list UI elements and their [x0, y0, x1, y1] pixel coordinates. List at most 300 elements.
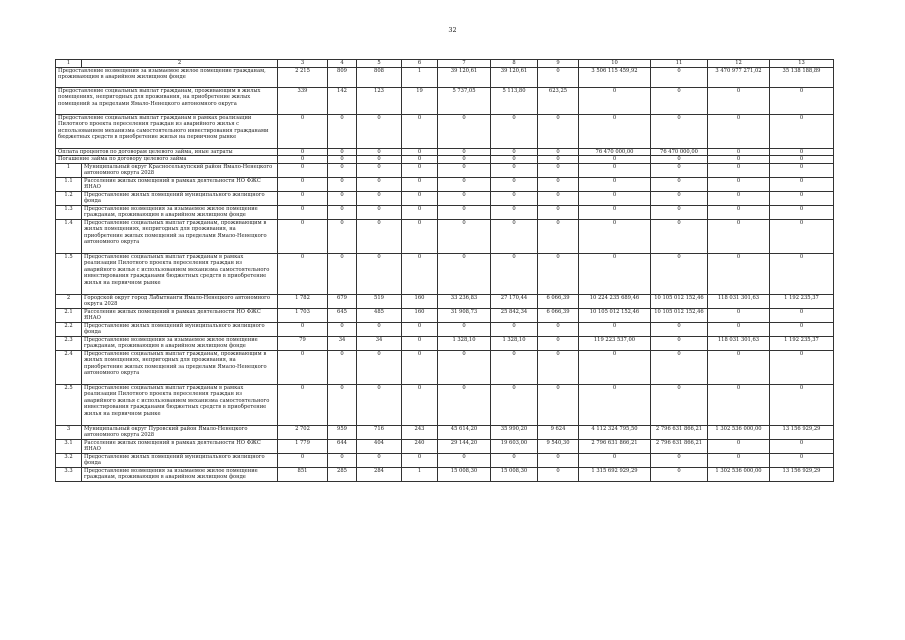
value-cell-col-10: 10 105 012 152,46 [579, 308, 651, 322]
value-cell-col-10: 0 [579, 453, 651, 467]
value-cell-col-11: 10 105 012 152,46 [651, 294, 708, 308]
value-cell-col-3: 0 [278, 384, 328, 425]
value-cell-col-9: 0 [538, 177, 579, 191]
value-cell-col-4: 0 [328, 205, 357, 219]
row-number: 1.3 [56, 205, 82, 219]
value-cell-col-9: 623,25 [538, 87, 579, 114]
value-cell-col-13: 0 [770, 322, 834, 336]
value-cell-col-12: 0 [708, 87, 770, 114]
row-name: Предоставление социальных выплат гражданам в рамках реализации Пилотного проекта переселения граждан из аварийного жилья с использованием механизма самостоятельного инвестирования гражданами бюджетных средств в приобретение жилья на первичном рынке [82, 384, 278, 425]
value-cell-col-12: 0 [708, 308, 770, 322]
value-cell-col-3: 1 703 [278, 308, 328, 322]
table-row [56, 253, 834, 294]
table-row [56, 294, 834, 308]
value-cell-col-4: 0 [328, 177, 357, 191]
value-cell-col-10: 3 506 115 459,92 [579, 67, 651, 87]
value-cell-col-7: 0 [438, 177, 491, 191]
value-cell-col-8: 0 [491, 114, 538, 148]
column-number: 6 [402, 60, 438, 68]
value-cell-col-3: 79 [278, 336, 328, 350]
value-cell-col-9: 0 [538, 114, 579, 148]
row-number: 1.5 [56, 253, 82, 294]
row-number: 2.3 [56, 336, 82, 350]
value-cell-col-13: 0 [770, 114, 834, 148]
value-cell-col-6: 0 [402, 191, 438, 205]
table-row [56, 205, 834, 219]
table-row [56, 156, 834, 164]
value-cell-col-7: 0 [438, 253, 491, 294]
value-cell-col-12: 0 [708, 191, 770, 205]
value-cell-col-4: 809 [328, 67, 357, 87]
value-cell-col-8: 0 [491, 205, 538, 219]
table-row [56, 322, 834, 336]
value-cell-col-8: 0 [491, 453, 538, 467]
value-cell-col-10: 0 [579, 384, 651, 425]
row-name: Расселение жилых помещений в рамках деятельности НО ФЖС ЯНАО [82, 177, 278, 191]
value-cell-col-7: 45 614,20 [438, 425, 491, 439]
row-name: Предоставление жилых помещений муниципального жилищного фонда [82, 191, 278, 205]
value-cell-col-3: 339 [278, 87, 328, 114]
value-cell-col-3: 0 [278, 453, 328, 467]
value-cell-col-5: 0 [357, 453, 402, 467]
value-cell-col-8: 0 [491, 156, 538, 164]
value-cell-col-4: 0 [328, 163, 357, 177]
value-cell-col-10: 2 796 631 866,21 [579, 439, 651, 453]
value-cell-col-3: 2 215 [278, 67, 328, 87]
value-cell-col-11: 10 105 012 152,46 [651, 308, 708, 322]
value-cell-col-11: 0 [651, 114, 708, 148]
value-cell-col-10: 4 112 324 795,50 [579, 425, 651, 439]
value-cell-col-6: 0 [402, 253, 438, 294]
value-cell-col-7: 39 120,61 [438, 67, 491, 87]
value-cell-col-8: 0 [491, 191, 538, 205]
value-cell-col-13: 35 138 188,89 [770, 67, 834, 87]
table-row [56, 384, 834, 425]
row-name: Предоставление социальных выплат гражданам, проживающим в жилых помещениях, непригодных для проживания, на приобретение жилых помещений за пределами Ямало-Ненецкого автономного округа [56, 87, 278, 114]
table-row [56, 308, 834, 322]
value-cell-col-11: 0 [651, 336, 708, 350]
value-cell-col-6: 0 [402, 350, 438, 384]
value-cell-col-9: 0 [538, 67, 579, 87]
table-row [56, 336, 834, 350]
value-cell-col-8: 25 842,34 [491, 308, 538, 322]
row-name: Предоставление возмещения за изымаемое жилое помещение гражданам, проживающим в аварийном жилищном фонде [82, 336, 278, 350]
row-name: Предоставление социальных выплат гражданам, проживающим в жилых помещениях, непригодных для проживания, на приобретение жилых помещений за пределами Ямало-Ненецкого автономного округа [82, 219, 278, 253]
row-name: Расселение жилых помещений в рамках деятельности НО ФЖС ЯНАО [82, 308, 278, 322]
value-cell-col-3: 1 779 [278, 439, 328, 453]
table-row [56, 191, 834, 205]
value-cell-col-4: 285 [328, 467, 357, 481]
value-cell-col-10: 10 224 235 689,46 [579, 294, 651, 308]
value-cell-col-7: 0 [438, 191, 491, 205]
value-cell-col-13: 0 [770, 156, 834, 164]
value-cell-col-9: 0 [538, 322, 579, 336]
value-cell-col-3: 1 782 [278, 294, 328, 308]
value-cell-col-10: 0 [579, 163, 651, 177]
row-name: Предоставление социальных выплат гражданам в рамках реализации Пилотного проекта переселения граждан из аварийного жилья с использованием механизма самостоятельного инвестирования гражданами бюджетных средств в приобретение жилья на первичном рынке [82, 253, 278, 294]
value-cell-col-6: 19 [402, 87, 438, 114]
value-cell-col-7: 1 328,10 [438, 336, 491, 350]
value-cell-col-13: 1 192 235,37 [770, 294, 834, 308]
value-cell-col-7: 5 737,05 [438, 87, 491, 114]
value-cell-col-9: 9 540,30 [538, 439, 579, 453]
table-row [56, 425, 834, 439]
row-name: Предоставление социальных выплат гражданам, проживающим в жилых помещениях, непригодных для проживания, на приобретение жилых помещений за пределами Ямало-Ненецкого автономного округа [82, 350, 278, 384]
value-cell-col-5: 0 [357, 384, 402, 425]
row-number: 3.1 [56, 439, 82, 453]
value-cell-col-5: 284 [357, 467, 402, 481]
value-cell-col-9: 0 [538, 219, 579, 253]
value-cell-col-13: 0 [770, 253, 834, 294]
row-number: 1.1 [56, 177, 82, 191]
value-cell-col-3: 0 [278, 163, 328, 177]
value-cell-col-6: 0 [402, 336, 438, 350]
value-cell-col-6: 0 [402, 205, 438, 219]
value-cell-col-7: 0 [438, 219, 491, 253]
value-cell-col-4: 0 [328, 453, 357, 467]
value-cell-col-13: 0 [770, 453, 834, 467]
value-cell-col-8: 5 113,80 [491, 87, 538, 114]
value-cell-col-12: 0 [708, 219, 770, 253]
row-name: Расселение жилых помещений в рамках деятельности НО ФЖС ЯНАО [82, 439, 278, 453]
value-cell-col-7: 0 [438, 322, 491, 336]
table-row [56, 350, 834, 384]
value-cell-col-6: 1 [402, 467, 438, 481]
row-number: 1.2 [56, 191, 82, 205]
value-cell-col-4: 34 [328, 336, 357, 350]
value-cell-col-3: 0 [278, 219, 328, 253]
column-number: 11 [651, 60, 708, 68]
value-cell-col-10: 0 [579, 350, 651, 384]
value-cell-col-8: 35 990,20 [491, 425, 538, 439]
value-cell-col-7: 33 236,83 [438, 294, 491, 308]
value-cell-col-10: 0 [579, 191, 651, 205]
value-cell-col-9: 6 066,39 [538, 308, 579, 322]
value-cell-col-9: 0 [538, 156, 579, 164]
value-cell-col-5: 34 [357, 336, 402, 350]
value-cell-col-11: 0 [651, 67, 708, 87]
table-body [56, 60, 834, 482]
table-row [56, 163, 834, 177]
value-cell-col-6: 243 [402, 425, 438, 439]
value-cell-col-5: 0 [357, 148, 402, 156]
value-cell-col-8: 19 603,00 [491, 439, 538, 453]
row-number: 3 [56, 425, 82, 439]
table-row [56, 219, 834, 253]
value-cell-col-8: 0 [491, 219, 538, 253]
column-number: 12 [708, 60, 770, 68]
value-cell-col-9: 0 [538, 453, 579, 467]
value-cell-col-4: 0 [328, 253, 357, 294]
row-name: Городской округ город Лабытнанги Ямало-Ненецкого автономного округа 2028 [82, 294, 278, 308]
program-table [55, 59, 834, 482]
value-cell-col-5: 0 [357, 156, 402, 164]
value-cell-col-6: 0 [402, 322, 438, 336]
value-cell-col-5: 0 [357, 191, 402, 205]
row-number: 1.4 [56, 219, 82, 253]
value-cell-col-3: 0 [278, 350, 328, 384]
row-number: 2.1 [56, 308, 82, 322]
value-cell-col-7: 0 [438, 350, 491, 384]
value-cell-col-4: 644 [328, 439, 357, 453]
value-cell-col-10: 0 [579, 205, 651, 219]
value-cell-col-4: 0 [328, 322, 357, 336]
table-row [56, 87, 834, 114]
value-cell-col-9: 0 [538, 350, 579, 384]
value-cell-col-3: 0 [278, 114, 328, 148]
value-cell-col-12: 0 [708, 156, 770, 164]
value-cell-col-12: 0 [708, 439, 770, 453]
table-row [56, 177, 834, 191]
value-cell-col-9: 6 066,39 [538, 294, 579, 308]
row-name: Предоставление жилых помещений муниципального жилищного фонда [82, 322, 278, 336]
value-cell-col-8: 27 170,44 [491, 294, 538, 308]
value-cell-col-11: 0 [651, 322, 708, 336]
value-cell-col-3: 0 [278, 156, 328, 164]
row-name: Муниципальный округ Красноселькупский район Ямало-Ненецкого автономного округа 2028 [82, 163, 278, 177]
value-cell-col-4: 0 [328, 350, 357, 384]
value-cell-col-4: 0 [328, 219, 357, 253]
value-cell-col-5: 0 [357, 177, 402, 191]
row-name: Предоставление возмещения за изымаемое жилое помещение гражданам, проживающим в аварийном жилищном фонде [56, 67, 278, 87]
value-cell-col-11: 0 [651, 163, 708, 177]
value-cell-col-9: 9 624 [538, 425, 579, 439]
value-cell-col-5: 123 [357, 87, 402, 114]
value-cell-col-8: 0 [491, 163, 538, 177]
table-row [56, 114, 834, 148]
value-cell-col-6: 0 [402, 114, 438, 148]
value-cell-col-7: 15 008,30 [438, 467, 491, 481]
value-cell-col-13: 0 [770, 439, 834, 453]
value-cell-col-11: 0 [651, 467, 708, 481]
value-cell-col-9: 0 [538, 336, 579, 350]
value-cell-col-5: 0 [357, 350, 402, 384]
value-cell-col-6: 0 [402, 177, 438, 191]
value-cell-col-8: 0 [491, 384, 538, 425]
value-cell-col-13: 0 [770, 148, 834, 156]
column-number: 3 [278, 60, 328, 68]
value-cell-col-5: 485 [357, 308, 402, 322]
value-cell-col-4: 959 [328, 425, 357, 439]
value-cell-col-3: 0 [278, 322, 328, 336]
column-number: 9 [538, 60, 579, 68]
value-cell-col-13: 13 156 929,29 [770, 425, 834, 439]
table-row [56, 453, 834, 467]
value-cell-col-3: 0 [278, 177, 328, 191]
value-cell-col-7: 0 [438, 453, 491, 467]
column-number: 13 [770, 60, 834, 68]
value-cell-col-10: 0 [579, 177, 651, 191]
value-cell-col-11: 76 470 000,00 [651, 148, 708, 156]
value-cell-col-9: 0 [538, 467, 579, 481]
value-cell-col-11: 0 [651, 87, 708, 114]
value-cell-col-10: 0 [579, 114, 651, 148]
value-cell-col-12: 1 302 536 000,00 [708, 425, 770, 439]
row-number: 3.2 [56, 453, 82, 467]
table-row [56, 67, 834, 87]
value-cell-col-11: 2 796 631 866,21 [651, 425, 708, 439]
value-cell-col-13: 1 192 235,37 [770, 336, 834, 350]
value-cell-col-9: 0 [538, 384, 579, 425]
value-cell-col-3: 0 [278, 148, 328, 156]
value-cell-col-3: 851 [278, 467, 328, 481]
value-cell-col-8: 0 [491, 253, 538, 294]
value-cell-col-6: 0 [402, 219, 438, 253]
row-number: 2.2 [56, 322, 82, 336]
column-number-row [56, 60, 834, 68]
value-cell-col-4: 0 [328, 148, 357, 156]
row-name: Предоставление возмещения за изымаемое жилое помещение гражданам, проживающим в аварийном жилищном фонде [82, 467, 278, 481]
value-cell-col-11: 0 [651, 219, 708, 253]
value-cell-col-10: 1 315 692 929,29 [579, 467, 651, 481]
value-cell-col-13: 0 [770, 384, 834, 425]
value-cell-col-5: 0 [357, 219, 402, 253]
value-cell-col-6: 0 [402, 453, 438, 467]
value-cell-col-6: 1 [402, 67, 438, 87]
value-cell-col-12: 118 031 301,63 [708, 336, 770, 350]
row-number: 3.3 [56, 467, 82, 481]
value-cell-col-5: 0 [357, 163, 402, 177]
value-cell-col-8: 0 [491, 350, 538, 384]
value-cell-col-13: 0 [770, 163, 834, 177]
value-cell-col-10: 0 [579, 219, 651, 253]
row-name: Предоставление социальных выплат гражданам в рамках реализации Пилотного проекта переселения граждан из аварийного жилья с использованием механизма самостоятельного инвестирования гражданами бюджетных средств в приобретение жилья на первичном рынке [56, 114, 278, 148]
value-cell-col-12: 118 031 301,63 [708, 294, 770, 308]
row-name: Предоставление возмещения за изымаемое жилое помещение гражданам, проживающим в аварийном жилищном фонде [82, 205, 278, 219]
value-cell-col-13: 0 [770, 350, 834, 384]
value-cell-col-12: 3 470 977 271,02 [708, 67, 770, 87]
value-cell-col-7: 0 [438, 114, 491, 148]
value-cell-col-13: 0 [770, 219, 834, 253]
value-cell-col-4: 0 [328, 384, 357, 425]
table-row [56, 439, 834, 453]
value-cell-col-11: 2 796 631 866,21 [651, 439, 708, 453]
value-cell-col-13: 13 156 929,29 [770, 467, 834, 481]
value-cell-col-6: 160 [402, 308, 438, 322]
value-cell-col-8: 0 [491, 177, 538, 191]
value-cell-col-9: 0 [538, 205, 579, 219]
row-name: Оплата процентов по договорам целевого займа, иные затраты [56, 148, 278, 156]
value-cell-col-8: 0 [491, 322, 538, 336]
value-cell-col-5: 808 [357, 67, 402, 87]
value-cell-col-6: 160 [402, 294, 438, 308]
value-cell-col-7: 31 908,73 [438, 308, 491, 322]
value-cell-col-7: 29 144,20 [438, 439, 491, 453]
value-cell-col-12: 0 [708, 177, 770, 191]
value-cell-col-10: 0 [579, 87, 651, 114]
value-cell-col-7: 0 [438, 163, 491, 177]
value-cell-col-10: 76 470 000,00 [579, 148, 651, 156]
value-cell-col-12: 0 [708, 205, 770, 219]
value-cell-col-4: 142 [328, 87, 357, 114]
value-cell-col-12: 1 302 536 000,00 [708, 467, 770, 481]
value-cell-col-11: 0 [651, 156, 708, 164]
value-cell-col-13: 0 [770, 191, 834, 205]
row-number: 2.5 [56, 384, 82, 425]
value-cell-col-11: 0 [651, 384, 708, 425]
row-number: 1 [56, 163, 82, 177]
value-cell-col-9: 0 [538, 191, 579, 205]
value-cell-col-12: 0 [708, 350, 770, 384]
value-cell-col-11: 0 [651, 205, 708, 219]
value-cell-col-5: 0 [357, 205, 402, 219]
value-cell-col-3: 0 [278, 205, 328, 219]
value-cell-col-10: 0 [579, 322, 651, 336]
value-cell-col-8: 1 328,10 [491, 336, 538, 350]
value-cell-col-12: 0 [708, 163, 770, 177]
value-cell-col-5: 0 [357, 322, 402, 336]
value-cell-col-13: 0 [770, 177, 834, 191]
table-row [56, 148, 834, 156]
value-cell-col-4: 0 [328, 114, 357, 148]
value-cell-col-11: 0 [651, 177, 708, 191]
value-cell-col-11: 0 [651, 350, 708, 384]
value-cell-col-7: 0 [438, 156, 491, 164]
value-cell-col-4: 0 [328, 156, 357, 164]
value-cell-col-3: 2 702 [278, 425, 328, 439]
value-cell-col-6: 0 [402, 384, 438, 425]
row-name: Погашение займа по договору целевого займа [56, 156, 278, 164]
value-cell-col-8: 15 008,30 [491, 467, 538, 481]
value-cell-col-3: 0 [278, 253, 328, 294]
value-cell-col-12: 0 [708, 114, 770, 148]
value-cell-col-7: 0 [438, 384, 491, 425]
value-cell-col-11: 0 [651, 191, 708, 205]
page-number: 32 [448, 26, 457, 34]
value-cell-col-13: 0 [770, 308, 834, 322]
value-cell-col-6: 0 [402, 148, 438, 156]
value-cell-col-12: 0 [708, 253, 770, 294]
value-cell-col-9: 0 [538, 163, 579, 177]
value-cell-col-12: 0 [708, 453, 770, 467]
column-number: 2 [82, 60, 278, 68]
value-cell-col-6: 0 [402, 156, 438, 164]
value-cell-col-6: 0 [402, 163, 438, 177]
table-row [56, 467, 834, 481]
value-cell-col-9: 0 [538, 253, 579, 294]
value-cell-col-4: 645 [328, 308, 357, 322]
value-cell-col-11: 0 [651, 453, 708, 467]
value-cell-col-13: 0 [770, 87, 834, 114]
row-number: 2.4 [56, 350, 82, 384]
column-number: 8 [491, 60, 538, 68]
value-cell-col-12: 0 [708, 148, 770, 156]
value-cell-col-10: 119 223 537,00 [579, 336, 651, 350]
value-cell-col-4: 0 [328, 191, 357, 205]
value-cell-col-5: 404 [357, 439, 402, 453]
column-number: 7 [438, 60, 491, 68]
value-cell-col-5: 0 [357, 114, 402, 148]
column-number: 5 [357, 60, 402, 68]
value-cell-col-3: 0 [278, 191, 328, 205]
value-cell-col-7: 0 [438, 148, 491, 156]
value-cell-col-5: 0 [357, 253, 402, 294]
column-number: 1 [56, 60, 82, 68]
value-cell-col-13: 0 [770, 205, 834, 219]
value-cell-col-9: 0 [538, 148, 579, 156]
value-cell-col-5: 519 [357, 294, 402, 308]
value-cell-col-7: 0 [438, 205, 491, 219]
value-cell-col-12: 0 [708, 322, 770, 336]
row-number: 2 [56, 294, 82, 308]
value-cell-col-10: 0 [579, 253, 651, 294]
value-cell-col-5: 716 [357, 425, 402, 439]
value-cell-col-10: 0 [579, 156, 651, 164]
column-number: 10 [579, 60, 651, 68]
column-number: 4 [328, 60, 357, 68]
value-cell-col-6: 240 [402, 439, 438, 453]
value-cell-col-8: 0 [491, 148, 538, 156]
